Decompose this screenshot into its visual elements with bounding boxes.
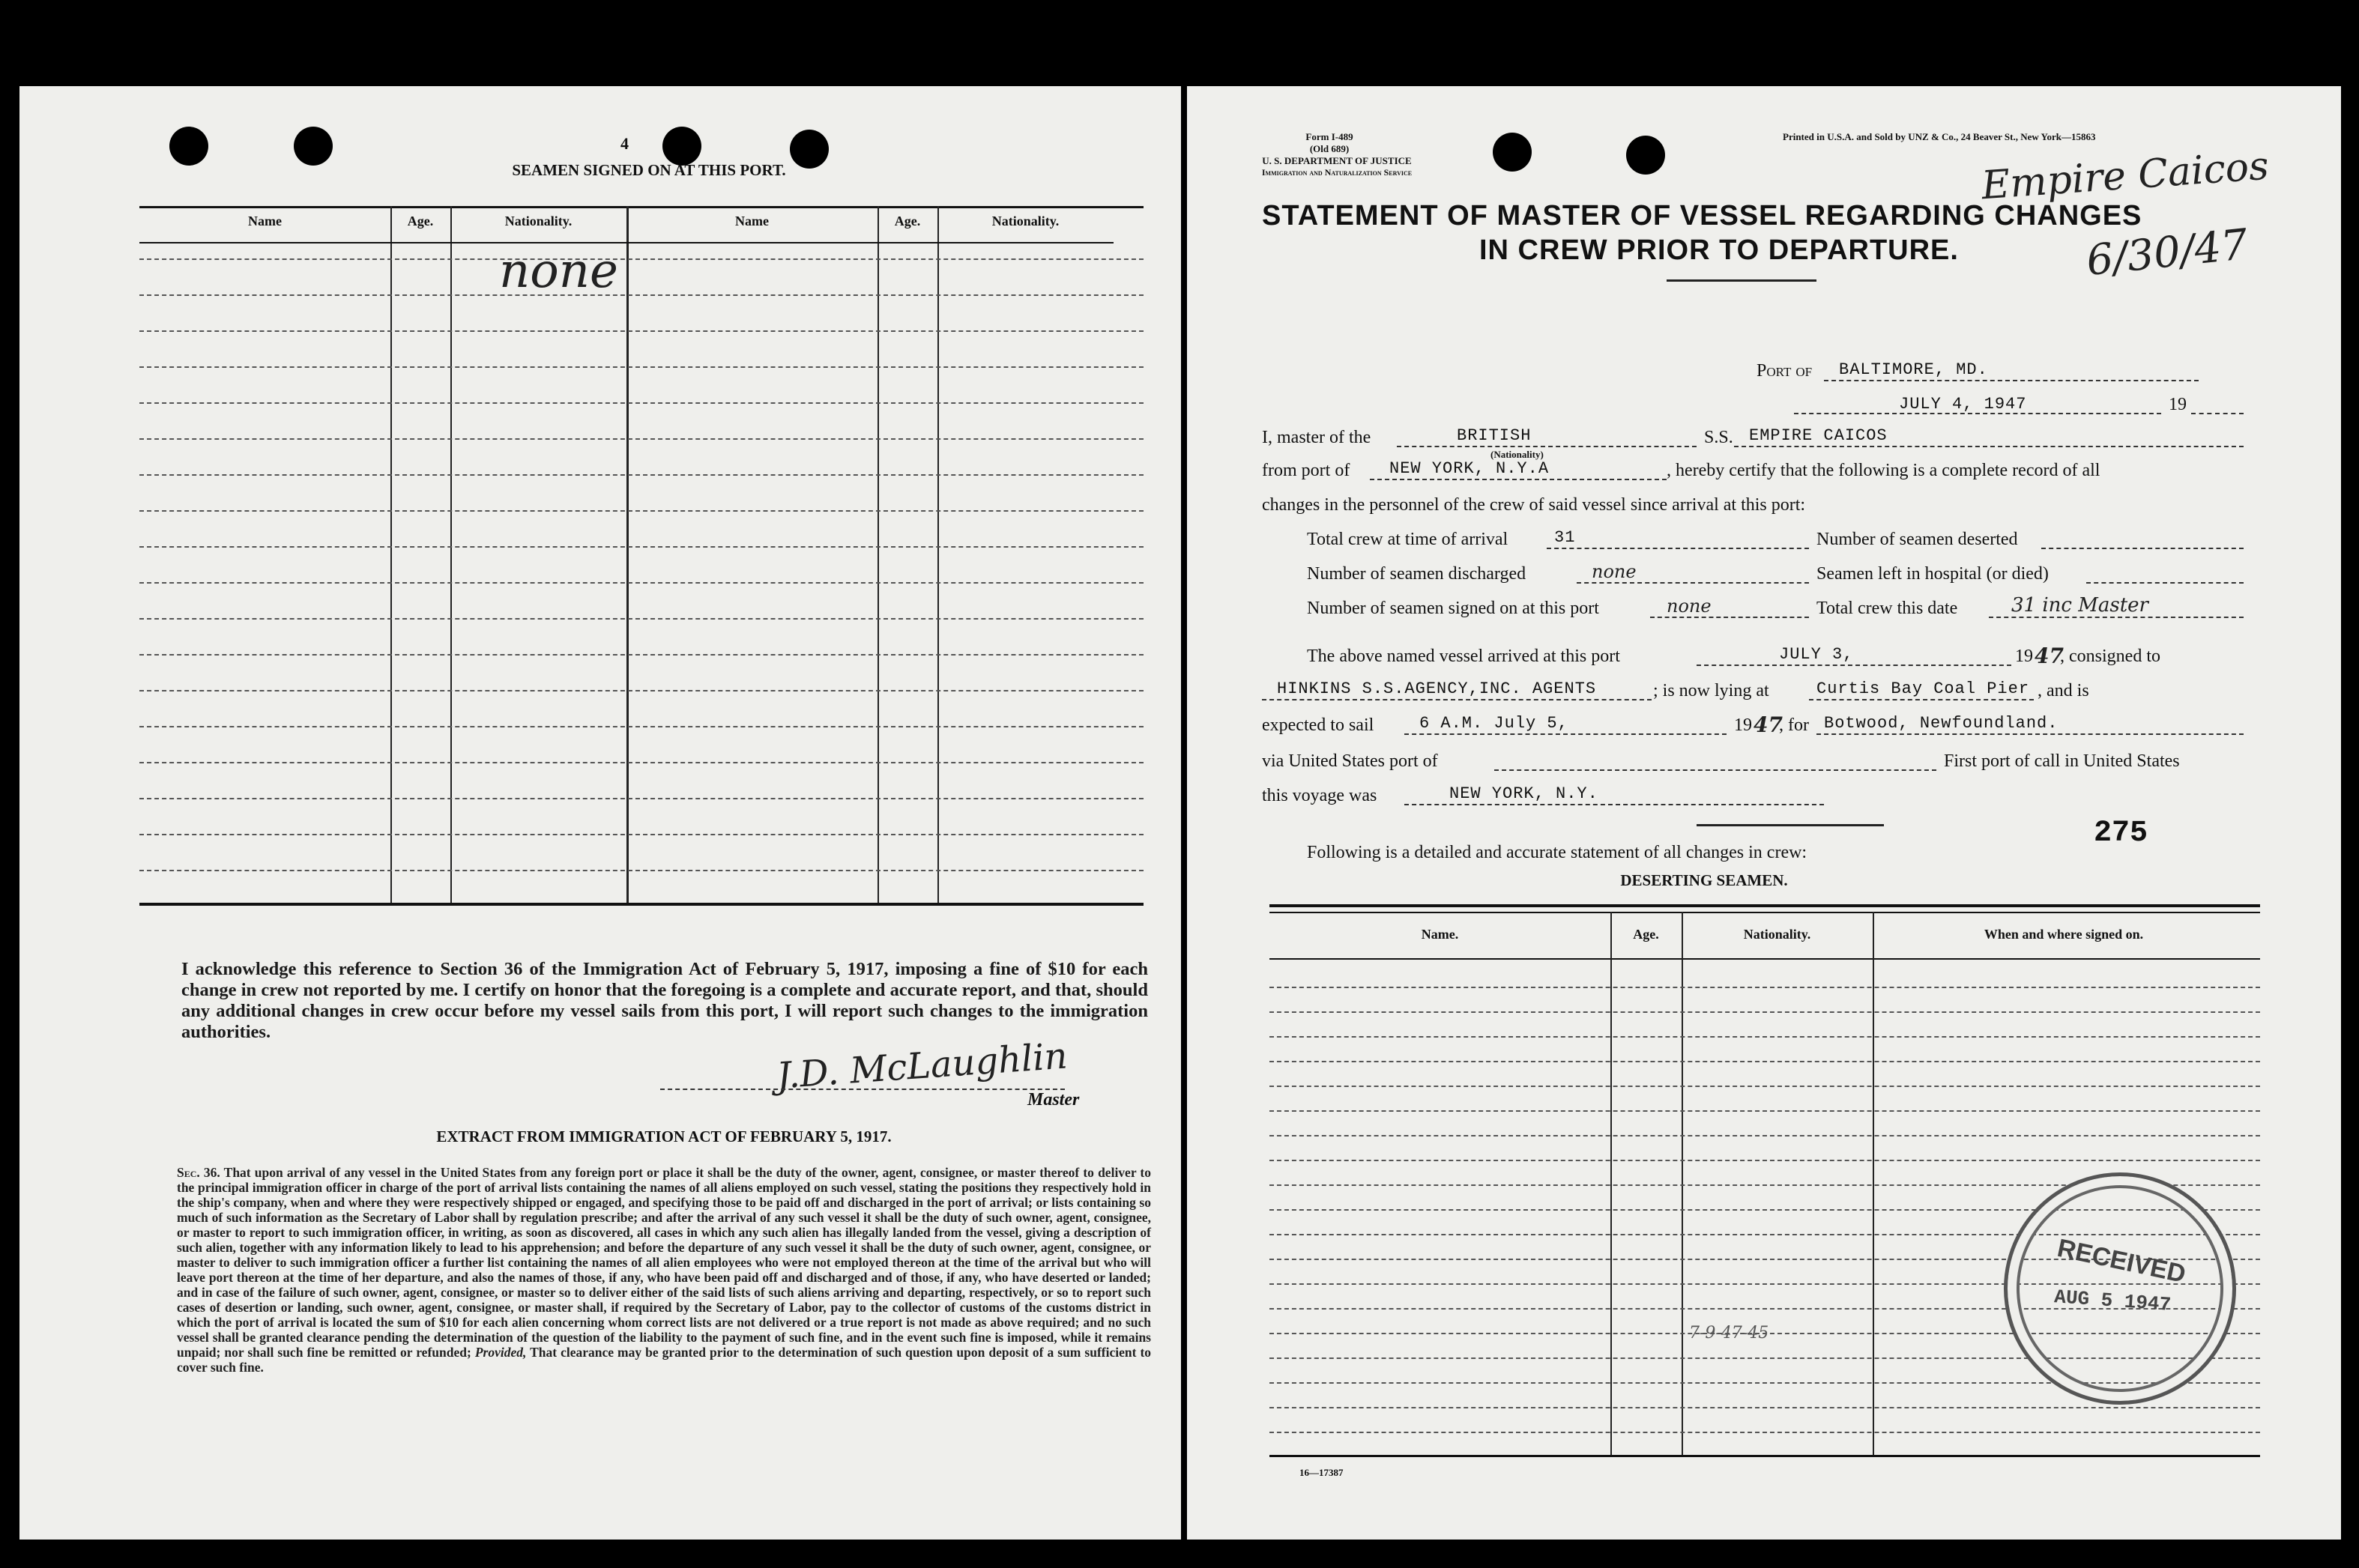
sail-year-prefix: 19 <box>1734 715 1752 735</box>
table-row <box>139 330 1144 332</box>
section-36-text: Sec. 36. That upon arrival of any vessel in the United States from any foreign port or place it shall be the duty of the owner, agent, consignee, or master thereof to deliver to the principal immigration officer in charge of the port of arrival lists containing the names of all aliens employed on such vessel, stating the positions they respectively hold in the ship's company, when and where they were respectively shipped or engaged, and specifying those to be paid off and discharged in the port of arrival; or lists containing so much of such information as the Secretary of Labor shall by regulation prescribe; and after the arrival of any such vessel it shall be the duty of such owner, agent, consignee, or master to report to such immigration officer, in writing, as soon as discovered, all cases in which any such alien has illegally landed from the vessel, giving a description of such alien, together with any information likely to lead to his apprehension; and before the departure of any such vessel it shall be the duty of such owner, agent, consignee, or master to deliver to such immigration officer a further list containing the names of all alien employees who were not employed thereon at the time of the arrival but who will leave port thereon at the time of her departure, and also the names of those, if any, who have been paid off and discharged and of those, if any, who have deserted or landed; and in case of the failure of such owner, agent, consignee, or master so to deliver either of the said lists of such aliens arriving and departing, respectively, or so to report such cases of desertion or landing, such owner, agent, consignee, or master shall, if required by the Secretary of Labor, pay to the collector of customs of the customs district in which the port of arrival is located the sum of $10 for each alien concerning whom correct lists are not delivered or a true report is not made as above required; and no such vessel shall be granted clearance pending the determination of the question of the liability to the payment of such fine, and in the event such fine is imposed, while it remains unpaid; nor shall such fine be remitted or refunded; Provided, That clearance may be granted prior to the determination of such question upon deposit of a sum sufficient to cover such fine. <box>177 1165 1152 1375</box>
discharged-label: Number of seamen discharged <box>1307 564 1526 584</box>
nationality-value: BRITISH <box>1457 426 1532 445</box>
via-label: via United States port of <box>1262 751 1438 771</box>
form-title-line2: IN CREW PRIOR TO DEPARTURE. <box>1479 234 1959 266</box>
discharged-value: none <box>1592 561 1637 582</box>
table-row <box>139 654 1144 656</box>
table-row <box>139 402 1144 404</box>
signed-on-label: Number of seamen signed on at this port <box>1307 599 1599 618</box>
table-row <box>139 834 1144 835</box>
voyage-label: this voyage was <box>1262 786 1377 805</box>
deserting-title: DESERTING SEAMEN. <box>1620 871 1788 889</box>
following-text: Following is a detailed and accurate statement of all changes in crew: <box>1307 843 1807 862</box>
table-row <box>1269 1061 2260 1062</box>
form-old-number: (Old 689) <box>1309 143 1350 154</box>
master-signature: J.D. McLaughlin <box>775 1035 1069 1098</box>
table-row <box>1269 1432 2260 1433</box>
form-title-line1: STATEMENT OF MASTER OF VESSEL REGARDING CHANGES <box>1262 200 2142 231</box>
table-row <box>1269 987 2260 988</box>
column-header-age: Age. <box>1633 927 1659 942</box>
column-header-nationality: Nationality. <box>991 214 1060 228</box>
consigned-label: , consigned to <box>2060 647 2160 666</box>
lying-value: Curtis Bay Coal Pier <box>1816 679 2030 698</box>
service: Immigration and Naturalization Service <box>1261 167 1413 178</box>
footer-code: 16—17387 <box>1299 1467 1344 1478</box>
from-port-value: NEW YORK, N.Y.A <box>1389 459 1550 478</box>
deserted-label: Number of seamen deserted <box>1816 530 2018 549</box>
stamp-received-text: RECEIVED <box>2055 1233 2188 1289</box>
column-header-nationality: Nationality. <box>504 214 573 228</box>
table-row <box>139 690 1144 691</box>
sail-year: 47 <box>1754 712 1783 737</box>
expected-value: 6 A.M. July 5, <box>1419 714 1568 733</box>
nationality-caption: (Nationality) <box>1490 449 1544 460</box>
total-date-value: 31 inc Master <box>2011 594 2148 617</box>
handwritten-ship-name: Empire Caicos <box>1980 143 2271 209</box>
total-arrival-label: Total crew at time of arrival <box>1307 530 1508 549</box>
table-row <box>139 510 1144 512</box>
table-row <box>1269 1160 2260 1161</box>
extract-title: EXTRACT FROM IMMIGRATION ACT OF FEBRUARY 5, 1917. <box>436 1127 892 1145</box>
punch-hole <box>294 127 333 166</box>
table-row <box>139 870 1144 871</box>
expected-label: expected to sail <box>1262 715 1374 735</box>
arrived-value: JULY 3, <box>1779 645 1854 664</box>
acknowledgement-text: I acknowledge this reference to Section 36 of the Immigration Act of February 5, 1917, imposing a fine of $10 for each change in crew not reported by me. I certify on honor that the foregoing is a complete and accurate report, and that, should any additional changes in crew occur before my vessel sails from this port, I will report such changes to the immigration authorities. <box>181 959 1148 1042</box>
punch-hole <box>1626 136 1665 175</box>
page-number: 4 <box>620 134 629 153</box>
form-number: Form I-489 <box>1305 131 1353 142</box>
pencil-note: 7-9-47-45 <box>1689 1324 1769 1343</box>
vessel-name: EMPIRE CAICOS <box>1749 426 1888 445</box>
hospital-label: Seamen left in hospital (or died) <box>1816 564 2049 584</box>
arrived-year-prefix: 19 <box>2015 647 2033 666</box>
table-row <box>139 546 1144 548</box>
stamp-date: AUG 5 1947 <box>2053 1286 2172 1316</box>
arrived-label: The above named vessel arrived at this port <box>1307 647 1620 666</box>
signed-on-value: none <box>1667 596 1712 617</box>
table-row <box>139 762 1144 763</box>
table-row <box>1269 1407 2260 1408</box>
total-arrival-value: 31 <box>1554 528 1576 547</box>
table-row <box>1269 1110 2260 1112</box>
certify-text: , hereby certify that the following is a complete record of all <box>1667 461 2100 480</box>
table-row <box>139 726 1144 727</box>
date-value: JULY 4, 1947 <box>1899 395 2027 414</box>
agent-value: HINKINS S.S.AGENCY,INC. AGENTS <box>1277 679 1597 698</box>
column-header-name: Name <box>248 214 282 228</box>
table-row <box>139 582 1144 584</box>
left-page <box>19 86 1181 1540</box>
table-row <box>139 474 1144 476</box>
ss-label: S.S. <box>1704 428 1733 447</box>
port-label: Port of <box>1757 361 1813 381</box>
changes-text: changes in the personnel of the crew of said vessel since arrival at this port: <box>1262 495 1806 515</box>
handwritten-none: none <box>499 243 618 299</box>
table-row <box>139 438 1144 440</box>
punch-hole <box>662 127 701 166</box>
table-row <box>1269 1011 2260 1013</box>
printer-line: Printed in U.S.A. and Sold by UNZ & Co., 24 Beaver St., New York—15863 <box>1783 131 2096 142</box>
punch-hole <box>169 127 208 166</box>
master-of-label: I, master of the <box>1262 428 1371 447</box>
column-header-name: Name. <box>1421 927 1459 942</box>
and-is-label: , and is <box>2038 681 2089 700</box>
table-row <box>139 258 1144 260</box>
table-row <box>139 798 1144 799</box>
total-date-label: Total crew this date <box>1816 599 1958 618</box>
table-row <box>139 294 1144 296</box>
left-page-title: SEAMEN SIGNED ON AT THIS PORT. <box>512 161 786 179</box>
seamen-signed-on-table <box>139 206 1144 955</box>
master-label: Master <box>1027 1090 1080 1110</box>
port-value: BALTIMORE, MD. <box>1839 360 1988 379</box>
handwritten-date: 6/30/47 <box>2084 220 2250 286</box>
table-row <box>1269 1036 2260 1038</box>
first-port-label: First port of call in United States <box>1944 751 2180 771</box>
column-header-age: Age. <box>407 214 434 228</box>
destination-value: Botwood, Newfoundland. <box>1824 714 2059 733</box>
table-row <box>1269 1135 2260 1136</box>
column-header-age: Age. <box>894 214 921 228</box>
number-stamp: 275 <box>2094 817 2148 850</box>
right-page <box>1187 86 2341 1540</box>
punch-hole <box>1493 133 1532 172</box>
table-row <box>139 366 1144 368</box>
department: U. S. DEPARTMENT OF JUSTICE <box>1262 155 1412 166</box>
section-label: Sec. 36. <box>177 1165 220 1180</box>
table-row <box>139 618 1144 620</box>
arrived-year: 47 <box>2035 644 2064 668</box>
from-port-label: from port of <box>1262 461 1350 480</box>
column-header-nationality: Nationality. <box>1743 927 1811 942</box>
for-label: , for <box>1779 715 1809 735</box>
column-header-when-where: When and where signed on. <box>1984 927 2144 942</box>
column-header-name: Name <box>735 214 769 228</box>
year-prefix: 19 <box>2169 395 2187 414</box>
voyage-value: NEW YORK, N.Y. <box>1449 784 1598 803</box>
table-row <box>1269 1086 2260 1087</box>
lying-label: ; is now lying at <box>1653 681 1769 700</box>
